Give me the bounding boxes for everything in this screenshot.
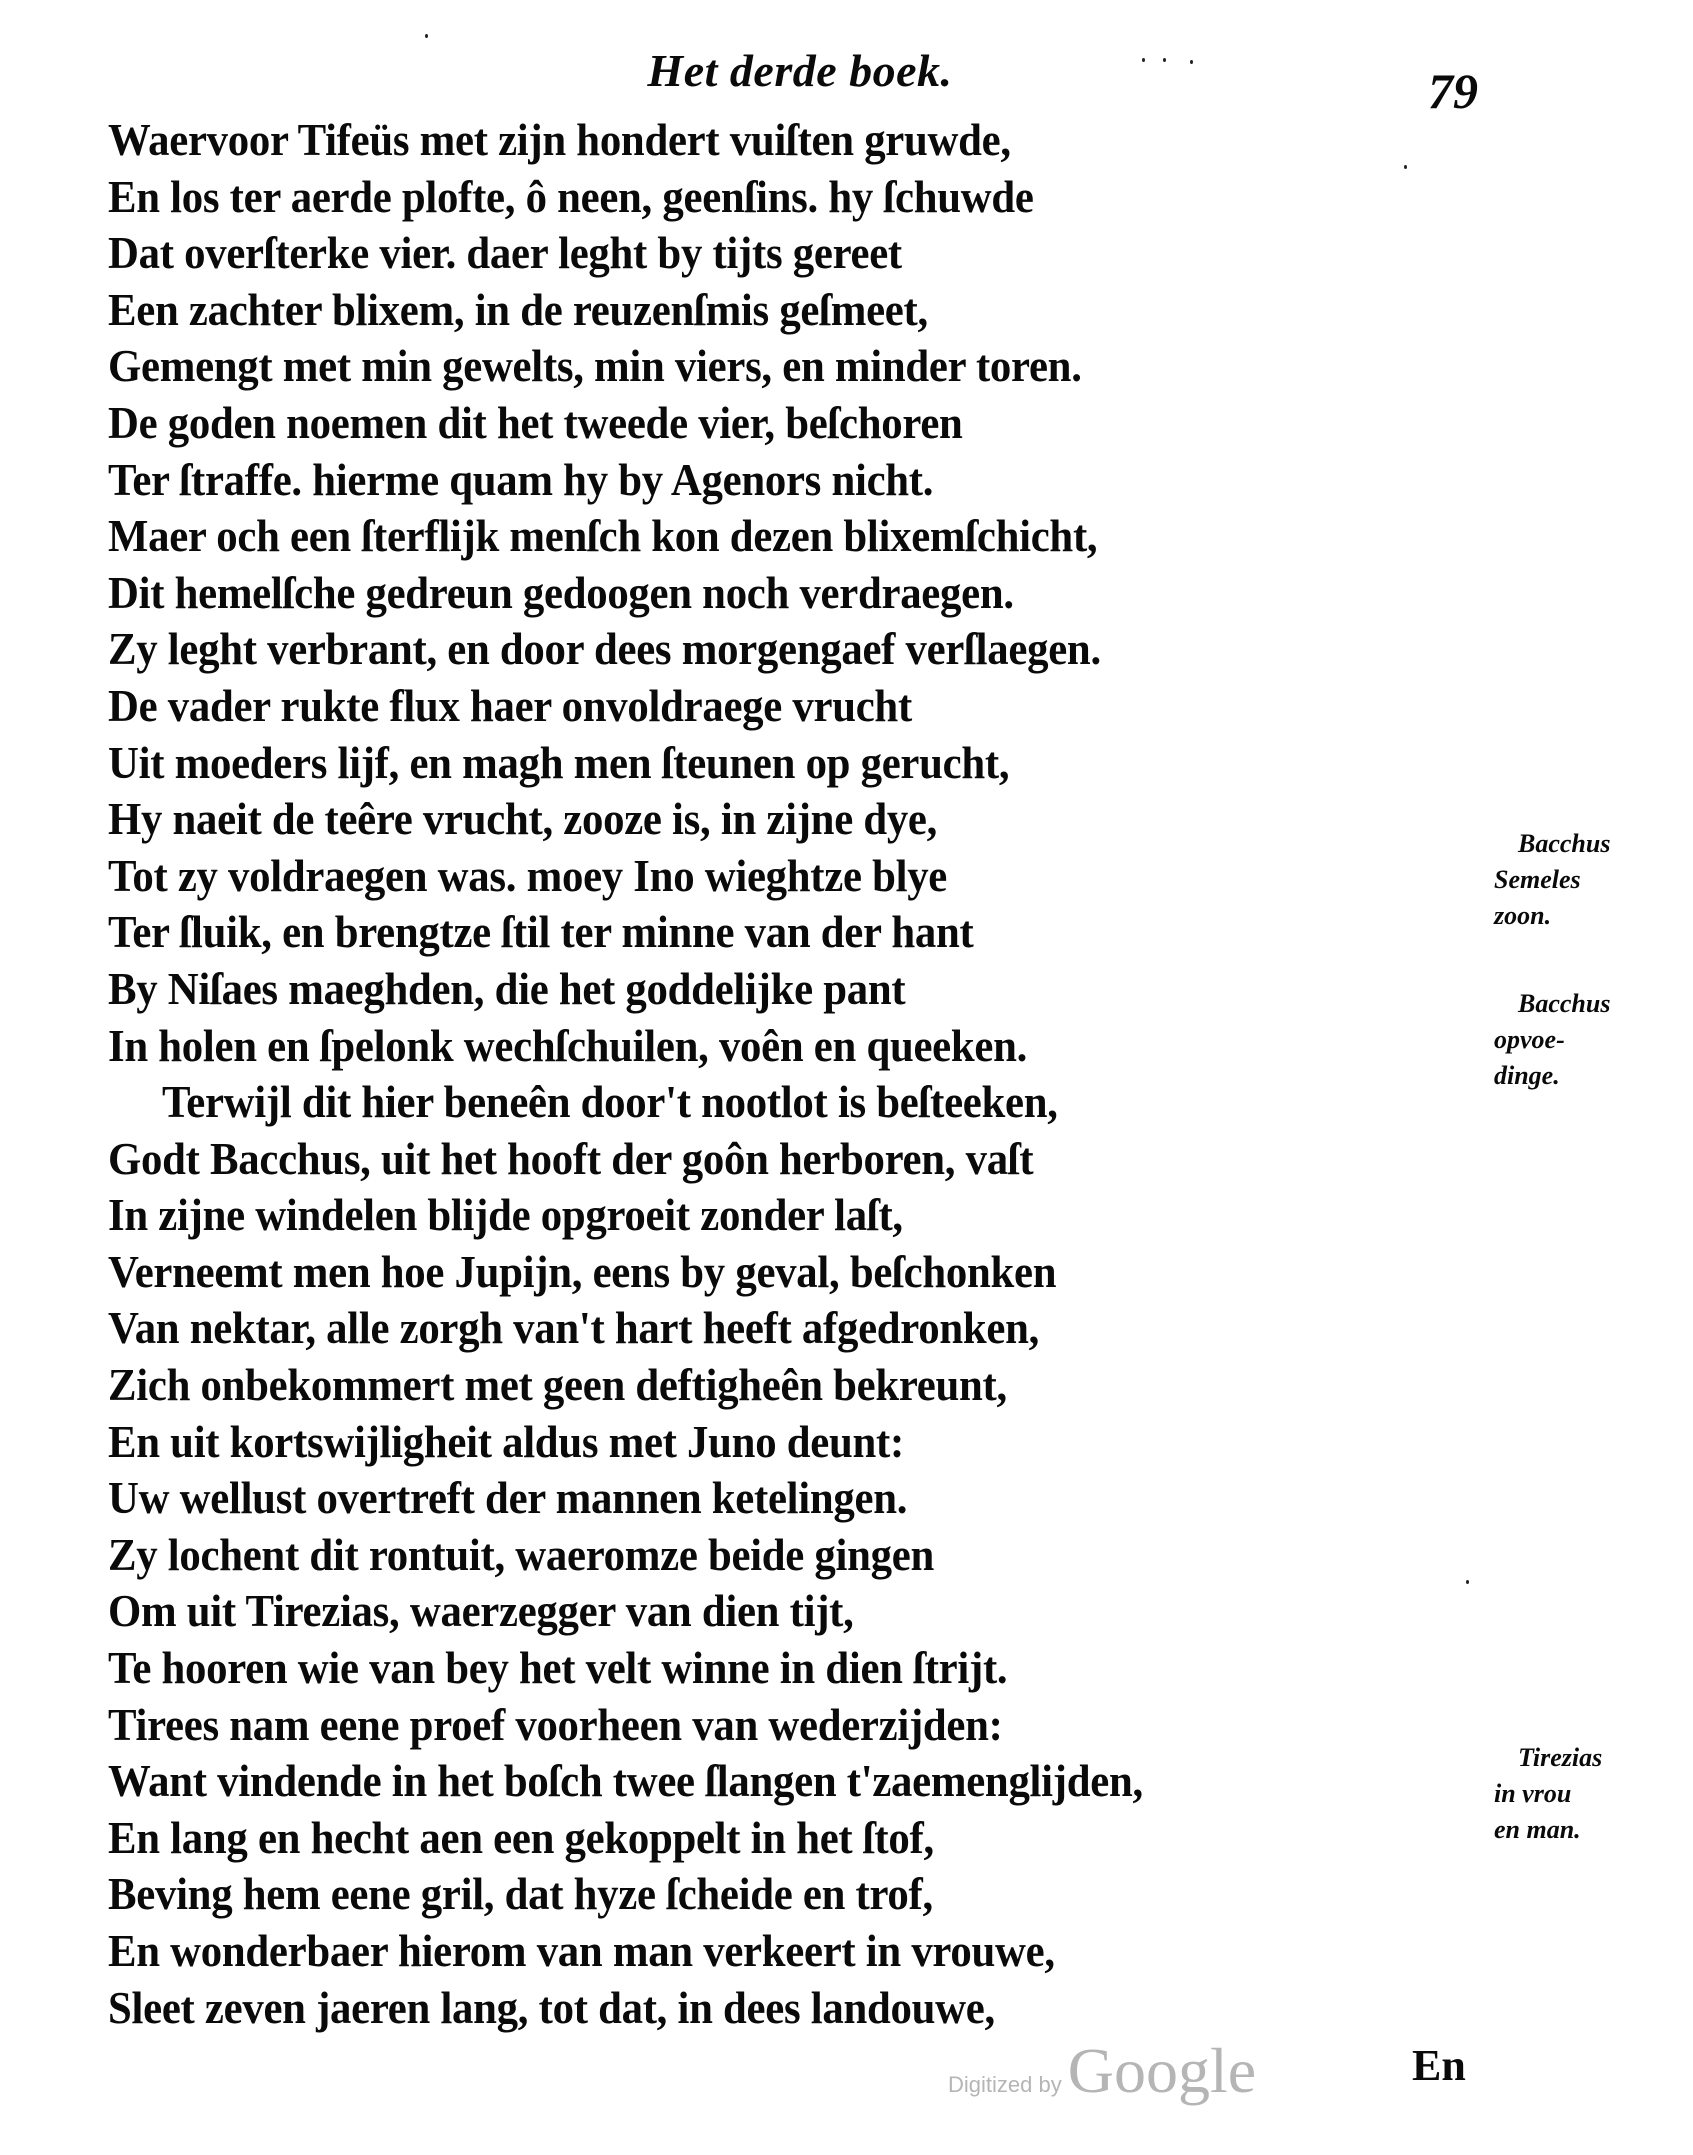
margin-note-line: Bacchus <box>1518 829 1611 858</box>
verse-line: Zy lochent dit rontuit, waeromze beide gingen <box>108 1528 934 1580</box>
verse-line: Sleet zeven jaeren lang, tot dat, in dees landouwe, <box>108 1981 995 2033</box>
scan-speck-decoration <box>1163 58 1166 62</box>
verse-line: Uw wellust overtreft der mannen ketelingen. <box>108 1472 908 1524</box>
verse-line: Hy naeit de teêre vrucht, zooze is, in zijne dye, <box>108 793 938 845</box>
digitization-watermark <box>948 2036 1256 2106</box>
running-title: Het derde boek. <box>647 45 953 96</box>
verse-line: Te hooren wie van bey het velt winne in dien ſtrijt. <box>108 1642 1008 1694</box>
margin-note-line: in vrou <box>1494 1779 1572 1808</box>
verse-line: Ter ſluik, en brengtze ſtil ter minne van der hant <box>108 906 974 958</box>
verse-line: Zy leght verbrant, en door dees morgengaef verſlaegen. <box>108 623 1101 675</box>
verse-line-paragraph-start: Terwijl dit hier beneên door't nootlot is beſteeken, <box>161 1076 1058 1128</box>
verse-line: En los ter aerde plofte, ô neen, geenſins. hy ſchuwde <box>108 170 1034 222</box>
verse-line: De vader rukte flux haer onvoldraege vrucht <box>108 679 912 731</box>
verse-line: Om uit Tirezias, waerzegger van dien tijt, <box>108 1585 854 1637</box>
verse-line: Beving hem eene gril, dat hyze ſcheide en trof, <box>108 1868 933 1920</box>
scan-speck-decoration <box>1142 58 1145 62</box>
verse-line: Dit hemelſche gedreun gedoogen noch verdraegen. <box>108 566 1014 618</box>
page-number: 79 <box>1428 63 1478 119</box>
scan-speck-decoration <box>1190 60 1193 64</box>
watermark-prefix: Digitized by <box>948 2072 1062 2097</box>
verse-line: En lang en hecht aen een gekoppelt in het ſtof, <box>108 1811 934 1863</box>
catchword: En <box>1412 2041 1466 2090</box>
verse-line: Waervoor Tifeüs met zijn hondert vuiſten gruwde, <box>108 114 1011 165</box>
verse-line: In holen en ſpelonk wechſchuilen, voên en queeken. <box>108 1019 1028 1071</box>
margin-note-bacchus-semeles <box>1494 826 1674 934</box>
scan-speck-decoration <box>1466 1580 1469 1584</box>
verse-text <box>108 112 1488 2036</box>
verse-line: En uit kortswijligheit aldus met Juno deunt: <box>108 1415 904 1467</box>
verse-line: Tirees nam eene proef voorheen van wederzijden: <box>108 1698 1003 1750</box>
verse-line: By Niſaes maeghden, die het goddelijke pant <box>108 962 906 1014</box>
scan-speck-decoration <box>425 34 428 38</box>
verse-line: Verneemt men hoe Jupijn, eens by geval, beſchonken <box>108 1245 1057 1297</box>
verse-line: Ter ſtraffe. hierme quam hy by Agenors nicht. <box>108 453 934 505</box>
verse-line: Want vindende in het boſch twee ſlangen t'zaemenglijden, <box>108 1755 1143 1807</box>
margin-note-line: Semeles <box>1494 865 1581 894</box>
verse-line: Tot zy voldraegen was. moey Ino wieghtze blye <box>108 849 948 901</box>
margin-note-line: zoon. <box>1494 901 1552 930</box>
verse-line: Gemengt met min gewelts, min viers, en minder toren. <box>108 340 1082 392</box>
margin-note-bacchus-opvoedinge <box>1494 986 1674 1094</box>
verse-line: Godt Bacchus, uit het hooft der goôn herboren, vaſt <box>108 1132 1034 1184</box>
watermark-brand-logo: Google <box>1067 2035 1257 2106</box>
margin-note-line: en man. <box>1494 1815 1581 1844</box>
verse-line: Zich onbekommert met geen deftigheên bekreunt, <box>108 1359 1007 1411</box>
margin-note-line: dinge. <box>1494 1061 1560 1090</box>
margin-note-line: Bacchus <box>1518 989 1611 1018</box>
margin-note-tirezias <box>1494 1740 1674 1848</box>
margin-note-line: Tirezias <box>1518 1743 1603 1772</box>
margin-note-line: opvoe- <box>1494 1025 1565 1054</box>
verse-line: En wonderbaer hierom van man verkeert in vrouwe, <box>108 1925 1055 1976</box>
verse-line: De goden noemen dit het tweede vier, beſchoren <box>108 396 963 448</box>
verse-line: Maer och een ſterflijk menſch kon dezen blixemſchicht, <box>108 510 1098 562</box>
scan-speck-decoration <box>1404 165 1407 169</box>
verse-line: Van nektar, alle zorgh van't hart heeft afgedronken, <box>108 1302 1040 1354</box>
verse-line: Dat overſterke vier. daer leght by tijts gereet <box>108 227 902 279</box>
verse-line: Een zachter blixem, in de reuzenſmis geſmeet, <box>108 283 928 335</box>
verse-line: Uit moeders lijf, en magh men ſteunen op gerucht, <box>108 736 1010 788</box>
verse-line: In zijne windelen blijde opgroeit zonder laſt, <box>108 1189 903 1241</box>
